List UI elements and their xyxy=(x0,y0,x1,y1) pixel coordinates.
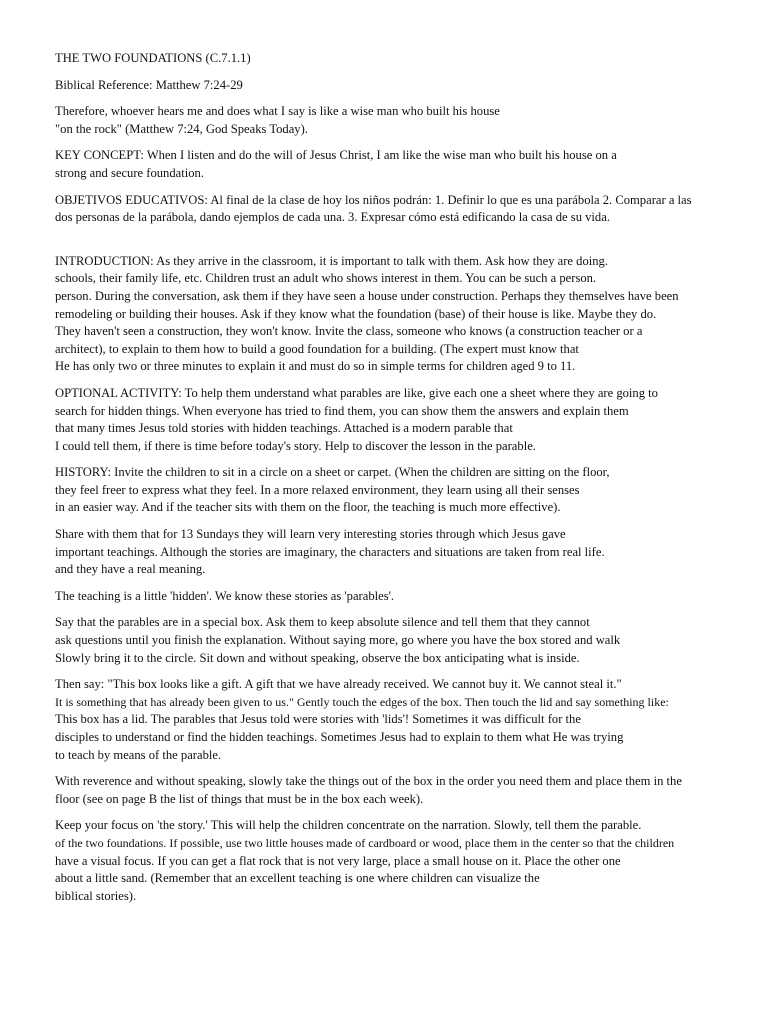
text-line: and they have a real meaning. xyxy=(55,562,206,577)
biblical-reference xyxy=(55,77,765,95)
text-line: have a visual focus. If you can get a flat rock that is not very large, place a small house on it. Place the other one xyxy=(55,853,621,868)
text-line: The teaching is a little 'hidden'. We know these stories as 'parables'. xyxy=(55,588,395,603)
text-line: strong and secure foundation. xyxy=(55,165,204,180)
text-line: remodeling or building their houses. Ask if they know what the foundation (base) of their house is like. Maybe they do. xyxy=(55,306,657,321)
share-paragraph xyxy=(55,526,765,579)
text-line: Therefore, whoever hears me and does what I say is like a wise man who built his house xyxy=(55,104,500,119)
reverence xyxy=(55,773,765,808)
objetivos-educativos xyxy=(55,192,765,227)
text-line: about a little sand. (Remember that an excellent teaching is one where children can visualize the xyxy=(55,871,540,886)
text-line: They haven't seen a construction, they won't know. Invite the class, someone who knows (a construction teacher or a xyxy=(55,324,643,339)
optional-activity xyxy=(55,385,765,455)
text-line: biblical stories). xyxy=(55,888,137,903)
text-line: Share with them that for 13 Sundays they will learn very interesting stories through which Jesus gave xyxy=(55,527,566,542)
focus-story xyxy=(55,817,765,905)
text-line: Biblical Reference: Matthew 7:24-29 xyxy=(55,77,243,92)
text-line: This box has a lid. The parables that Jesus told were stories with 'lids'! Sometimes it was difficult for the xyxy=(55,712,581,727)
text-line: they feel freer to express what they feel. In a more relaxed environment, they learn using all their senses xyxy=(55,482,580,497)
hidden-teaching xyxy=(55,588,765,606)
text-line: KEY CONCEPT: When I listen and do the will of Jesus Christ, I am like the wise man who built his house on a xyxy=(55,148,617,163)
text-line: Slowly bring it to the circle. Sit down and without speaking, observe the box anticipating what is inside. xyxy=(55,650,580,665)
text-line: important teachings. Although the stories are imaginary, the characters and situations are taken from real life. xyxy=(55,544,605,559)
text-line: schools, their family life, etc. Children trust an adult who shows interest in them. You can be such a person. xyxy=(55,271,597,286)
scripture-quote xyxy=(55,103,765,138)
text-line: OPTIONAL ACTIVITY: To help them understand what parables are like, give each one a sheet where they are going to xyxy=(55,385,658,400)
text-line: Keep your focus on 'the story.' This will help the children concentrate on the narration. Slowly, tell them the parable. xyxy=(55,818,642,833)
text-line: floor (see on page B the list of things that must be in the box each week). xyxy=(55,791,424,806)
special-box xyxy=(55,614,765,667)
history xyxy=(55,464,765,517)
text-line: of the two foundations. If possible, use two little houses made of cardboard or wood, place them in the center so that the children xyxy=(55,835,675,850)
text-line: to teach by means of the parable. xyxy=(55,747,222,762)
key-concept xyxy=(55,147,765,182)
text-line: "on the rock" (Matthew 7:24, God Speaks Today). xyxy=(55,121,308,136)
text-line: ask questions until you finish the explanation. Without saying more, go where you have the box stored and walk xyxy=(55,633,621,648)
text-line: architect), to explain to them how to build a good foundation for a building. (The expert must know that xyxy=(55,341,579,356)
text-line: INTRODUCTION: As they arrive in the classroom, it is important to talk with them. Ask how they are doing. xyxy=(55,253,608,268)
gift-box xyxy=(55,676,765,764)
text-line: HISTORY: Invite the children to sit in a circle on a sheet or carpet. (When the children are sitting on the floor, xyxy=(55,465,610,480)
text-line: that many times Jesus told stories with hidden teachings. Attached is a modern parable that xyxy=(55,421,513,436)
text-line: in an easier way. And if the teacher sits with them on the floor, the teaching is much more effective). xyxy=(55,500,561,515)
text-line: THE TWO FOUNDATIONS (C.7.1.1) xyxy=(55,51,251,65)
text-line: OBJETIVOS EDUCATIVOS: Al final de la clase de hoy los niños podrán: 1. Definir lo que es una parábola 2. Comparar a las xyxy=(55,192,692,207)
text-line: I could tell them, if there is time before today's story. Help to discover the lesson in the parable. xyxy=(55,438,536,453)
text-line: search for hidden things. When everyone has tried to find them, you can show them the answers and explain them xyxy=(55,403,629,418)
text-line: Say that the parables are in a special box. Ask them to keep absolute silence and tell them that they cannot xyxy=(55,615,590,630)
document-title xyxy=(55,50,765,68)
text-line: Then say: "This box looks like a gift. A gift that we have already received. We cannot buy it. We cannot steal it." xyxy=(55,677,622,692)
text-line: dos personas de la parábola, dando ejemplos de cada una. 3. Expresar cómo está edificando la casa de su vida. xyxy=(55,210,610,225)
text-line: person. During the conversation, ask them if they have seen a house under construction. Perhaps they themselves have been xyxy=(55,288,679,303)
text-line: disciples to understand or find the hidden teachings. Sometimes Jesus had to explain to them what He was trying xyxy=(55,730,624,744)
text-line: He has only two or three minutes to explain it and must do so in simple terms for children aged 9 to 11. xyxy=(55,359,576,374)
document-page xyxy=(55,50,765,914)
text-line: With reverence and without speaking, slowly take the things out of the box in the order you need them and place them in the xyxy=(55,774,682,789)
text-line: It is something that has already been given to us." Gently touch the edges of the box. Then touch the lid and say something like: xyxy=(55,694,669,709)
introduction xyxy=(55,253,765,376)
